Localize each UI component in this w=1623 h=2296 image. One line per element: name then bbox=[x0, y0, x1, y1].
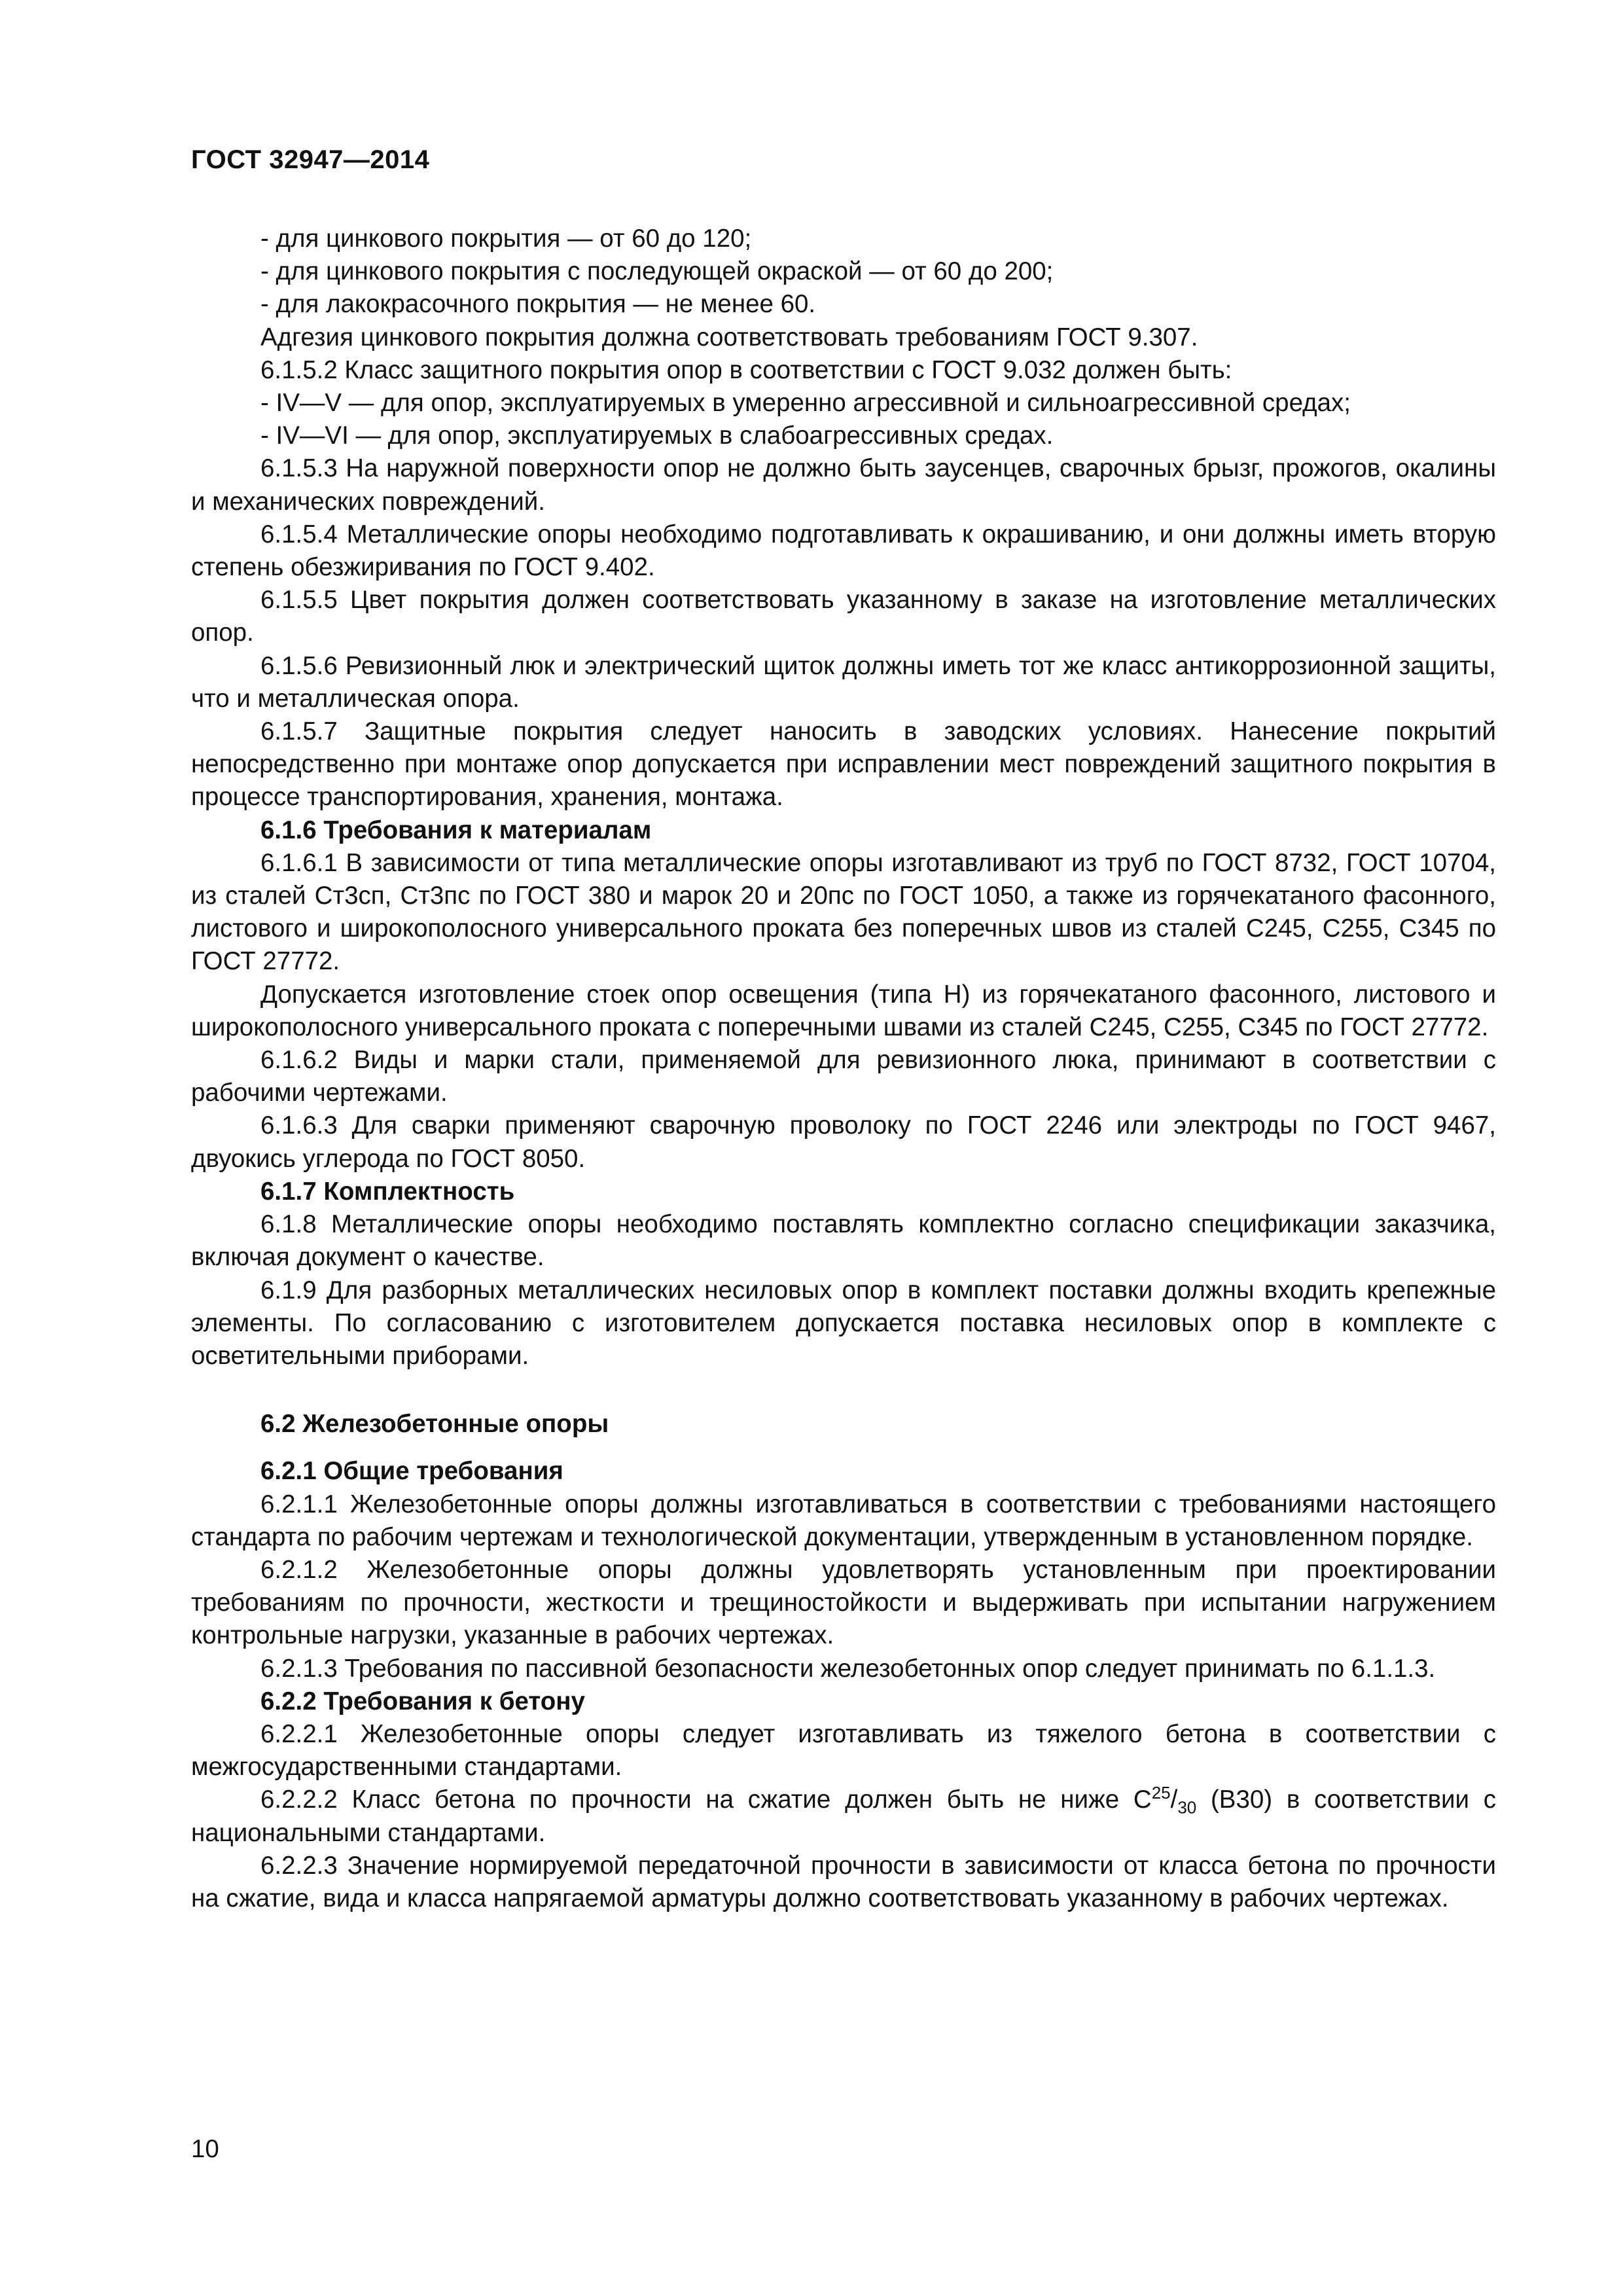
paragraph-6-2-2-2-tail: (В30) в соответствии с национальными стандартами. bbox=[191, 1785, 1497, 1847]
paragraph-6-1-5-7: 6.1.5.7 Защитные покрытия следует наносить в заводских условиях. Нанесение покрытий непосредственно при монтаже опор допускается при исправлении мест повреждений защитного покрытия в процессе транспортирования, хранения, монтажа. bbox=[191, 717, 1496, 812]
concrete-class-subscript: 30 bbox=[1177, 1798, 1197, 1818]
paragraph-6-2-2-2-text: 6.2.2.2 Класс бетона по прочности на сжатие должен быть не ниже С bbox=[260, 1785, 1152, 1814]
paragraph-6-1-6-3: 6.1.6.3 Для сварки применяют сварочную проволоку по ГОСТ 2246 или электроды по ГОСТ 9467, двуокись углерода по ГОСТ 8050. bbox=[191, 1111, 1496, 1173]
heading-6-1-6: 6.1.6 Требования к материалам bbox=[260, 816, 652, 844]
paragraph-6-1-5-6: 6.1.5.6 Ревизионный люк и электрический щиток должны иметь тот же класс антикоррозионной защиты, что и металлическая опора. bbox=[191, 651, 1496, 713]
heading-6-2-2: 6.2.2 Требования к бетону bbox=[260, 1687, 585, 1715]
paragraph-allowed: Допускается изготовление стоек опор освещения (типа Н) из горячекатаного фасонного, листового и широкополосного универсального проката с поперечными швами из сталей С245, С255, С345 по ГОСТ 27772. bbox=[191, 980, 1496, 1041]
paragraph-6-2-2-2 bbox=[191, 1784, 1496, 1849]
paragraph-6-1-8: 6.1.8 Металлические опоры необходимо поставлять комплектно согласно спецификации заказчика, включая документ о качестве. bbox=[191, 1210, 1496, 1272]
paragraph-6-1-5-5: 6.1.5.5 Цвет покрытия должен соответствовать указанному в заказе на изготовление металлических опор. bbox=[191, 586, 1496, 647]
list-item: - для цинкового покрытия — от 60 до 120; bbox=[260, 224, 752, 253]
list-item: - для цинкового покрытия с последующей окраской — от 60 до 200; bbox=[260, 257, 1054, 286]
list-item: - IV—VI — для опор, эксплуатируемых в слабоагрессивных средах. bbox=[260, 422, 1054, 450]
page-number: 10 bbox=[191, 2135, 219, 2163]
paragraph-6-2-2-3: 6.2.2.3 Значение нормируемой передаточной прочности в зависимости от класса бетона по прочности на сжатие, вида и класса напрягаемой арматуры должно соответствовать указанному в рабочих чертежах. bbox=[191, 1851, 1496, 1912]
paragraph-6-1-9: 6.1.9 Для разборных металлических несиловых опор в комплект поставки должны входить крепежные элементы. По согласованию с изготовителем допускается поставка несиловых опор в комплекте с осветительными приборами. bbox=[191, 1276, 1496, 1370]
list-item: - для лакокрасочного покрытия — не менее 60. bbox=[260, 290, 816, 319]
paragraph-6-1-5-4: 6.1.5.4 Металлические опоры необходимо подготавливать к окрашиванию, и они должны иметь вторую степень обезжиривания по ГОСТ 9.402. bbox=[191, 520, 1496, 582]
heading-6-2-1: 6.2.1 Общие требования bbox=[260, 1457, 563, 1486]
heading-6-2: 6.2 Железобетонные опоры bbox=[260, 1410, 609, 1439]
paragraph-6-1-5-3: 6.1.5.3 На наружной поверхности опор не должно быть заусенцев, сварочных брызг, прожогов, окалины и механических повреждений. bbox=[191, 454, 1496, 516]
paragraph-6-2-1-2: 6.2.1.2 Железобетонные опоры должны удовлетворять установленным при проектировании требованиям по прочности, жесткости и трещиностойкости и выдерживать при испытании нагружением контрольные нагрузки, указанные в рабочих чертежах. bbox=[191, 1555, 1496, 1650]
heading-6-1-7: 6.1.7 Комплектность bbox=[260, 1177, 515, 1206]
paragraph-6-1-6-1: 6.1.6.1 В зависимости от типа металлические опоры изготавливают из труб по ГОСТ 8732, ГОСТ 10704, из сталей Ст3сп, Ст3пс по ГОСТ 380 и марок 20 и 20пс по ГОСТ 1050, а также из горячекатаного фасонного, листового и широкополосного универсального проката без поперечных швов из сталей С245, С255, С345 по ГОСТ 27772. bbox=[191, 848, 1496, 976]
list-item: - IV—V — для опор, эксплуатируемых в умеренно агрессивной и сильноагрессивной средах; bbox=[260, 389, 1351, 418]
paragraph-adhesion: Адгезия цинкового покрытия должна соответствовать требованиям ГОСТ 9.307. bbox=[260, 323, 1198, 351]
paragraph-6-2-2-1: 6.2.2.1 Железобетонные опоры следует изготавливать из тяжелого бетона в соответствии с межгосударственными стандартами. bbox=[191, 1719, 1496, 1782]
concrete-class-slash: / bbox=[1170, 1785, 1178, 1814]
concrete-class-superscript: 25 bbox=[1151, 1783, 1171, 1803]
paragraph-6-2-1-1: 6.2.1.1 Железобетонные опоры должны изготавливаться в соответствии с требованиями настоящего стандарта по рабочим чертежам и технологической документации, утвержденным в установленном порядке. bbox=[191, 1490, 1496, 1551]
document-header: ГОСТ 32947—2014 bbox=[191, 145, 430, 174]
paragraph-6-1-5-2: 6.1.5.2 Класс защитного покрытия опор в соответствии с ГОСТ 9.032 должен быть: bbox=[260, 355, 1232, 384]
document-body bbox=[191, 223, 1496, 1915]
paragraph-6-2-1-3: 6.2.1.3 Требования по пассивной безопасности железобетонных опор следует принимать по 6.1.1.3. bbox=[260, 1654, 1436, 1683]
paragraph-6-1-6-2: 6.1.6.2 Виды и марки стали, применяемой для ревизионного люка, принимают в соответствии с рабочими чертежами. bbox=[191, 1046, 1496, 1107]
